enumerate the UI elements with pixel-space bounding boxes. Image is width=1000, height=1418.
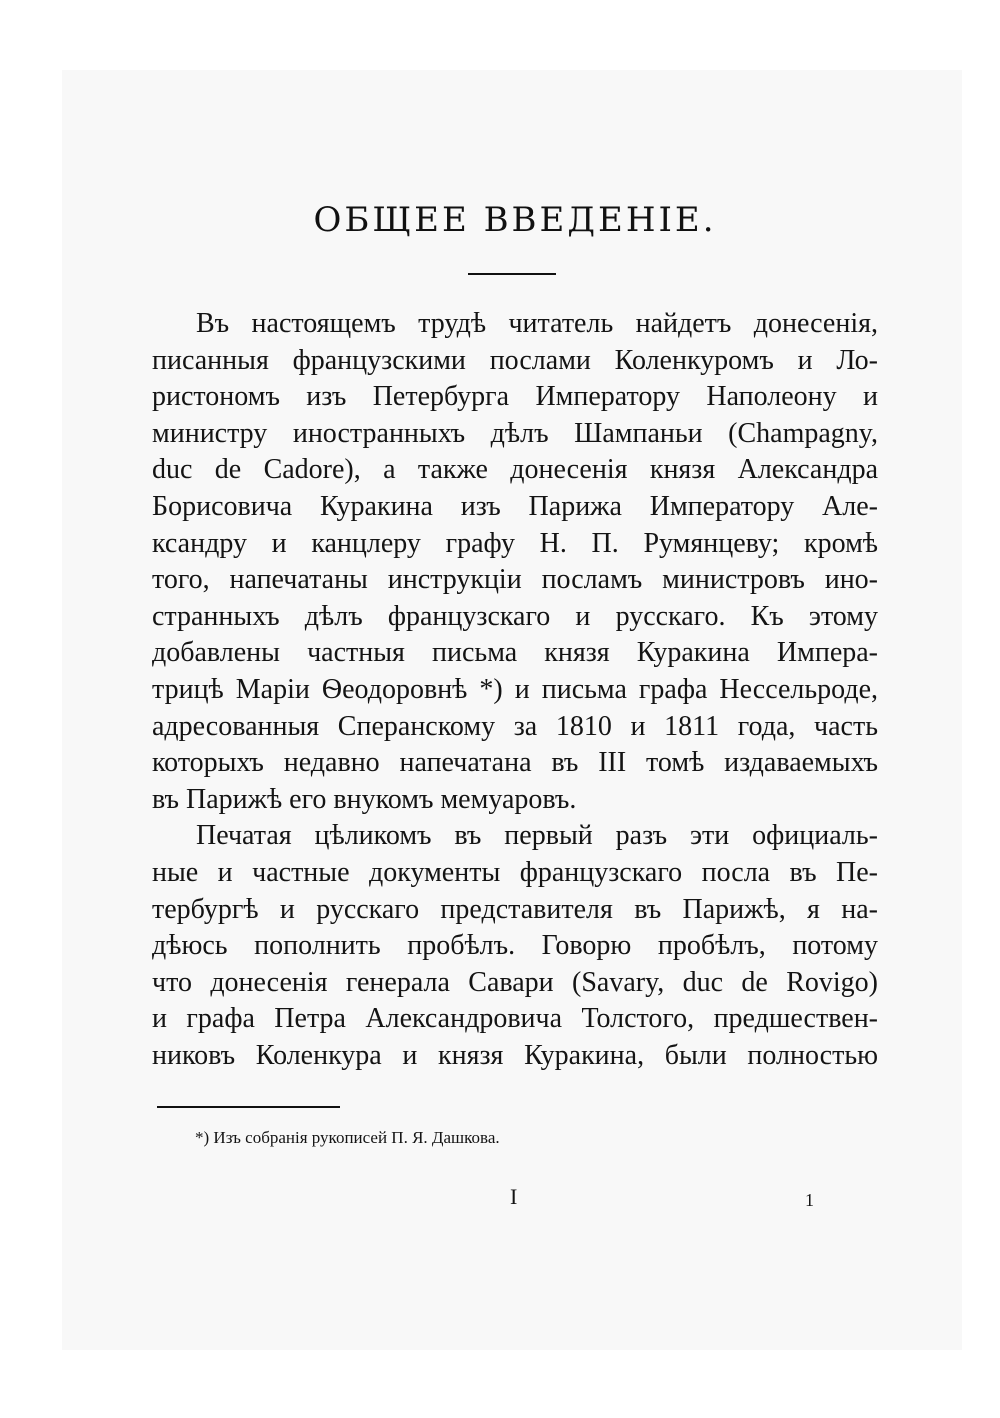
text-line: Борисовича Куракина изъ Парижа Императору Але-	[152, 490, 878, 522]
title-divider	[468, 273, 556, 275]
text-line: трицѣ Маріи Ѳеодоровнѣ *) и письма графа Нессельроде,	[152, 673, 878, 705]
text-line: въ Парижѣ его внукомъ мемуаровъ.	[152, 783, 577, 815]
text-line: министру иностранныхъ дѣлъ Шампаньи (Champagny,	[152, 417, 878, 449]
text-line: duc de Cadore), а также донесенія князя Александра	[152, 454, 878, 486]
page-title: ОБЩЕЕ ВВЕДЕНІЕ.	[313, 200, 717, 240]
text-line: адресованныя Сперанскому за 1810 и 1811 года, часть	[152, 710, 878, 742]
body-text	[152, 306, 878, 1074]
paragraph-2	[152, 818, 878, 1074]
text-line: ристономъ изъ Петербурга Императору Наполеону и	[152, 381, 878, 413]
text-line: что донесенія генерала Савари (Savary, duc de Rovigo)	[152, 966, 878, 998]
signature-mark: I	[510, 1184, 518, 1209]
page-number: 1	[805, 1190, 814, 1210]
text-line: ные и частные документы французскаго посла въ Пе-	[152, 856, 878, 888]
text-line: странныхъ дѣлъ французскаго и русскаго. Къ этому	[152, 600, 878, 632]
text-line: дѣюсь пополнить пробѣлъ. Говорю пробѣлъ, потому	[152, 930, 878, 962]
footnote: *) Изъ собранія рукописей П. Я. Дашкова.	[195, 1128, 500, 1147]
text-line: писанныя французскими послами Коленкуромъ и Ло-	[152, 344, 878, 376]
text-line: добавлены частныя письма князя Куракина Импера-	[152, 637, 878, 669]
text-line: никовъ Коленкура и князя Куракина, были полностью	[152, 1039, 878, 1071]
text-line: ксандру и канцлеру графу Н. П. Румянцеву; кромѣ	[152, 527, 878, 559]
text-line: Въ настоящемъ трудѣ читатель найдетъ донесенія,	[196, 308, 878, 339]
text-line: которыхъ недавно напечатана въ III томѣ издаваемыхъ	[152, 747, 878, 779]
text-line: того, напечатаны инструкціи посламъ министровъ ино-	[152, 564, 878, 596]
text-line: и графа Петра Александровича Толстого, предшествен-	[152, 1003, 878, 1035]
paragraph-1	[152, 306, 878, 818]
text-line: тербургѣ и русскаго представителя въ Парижѣ, я на-	[152, 893, 878, 925]
footnote-divider	[157, 1106, 340, 1108]
text-line: Печатая цѣликомъ въ первый разъ эти официаль-	[196, 820, 878, 852]
